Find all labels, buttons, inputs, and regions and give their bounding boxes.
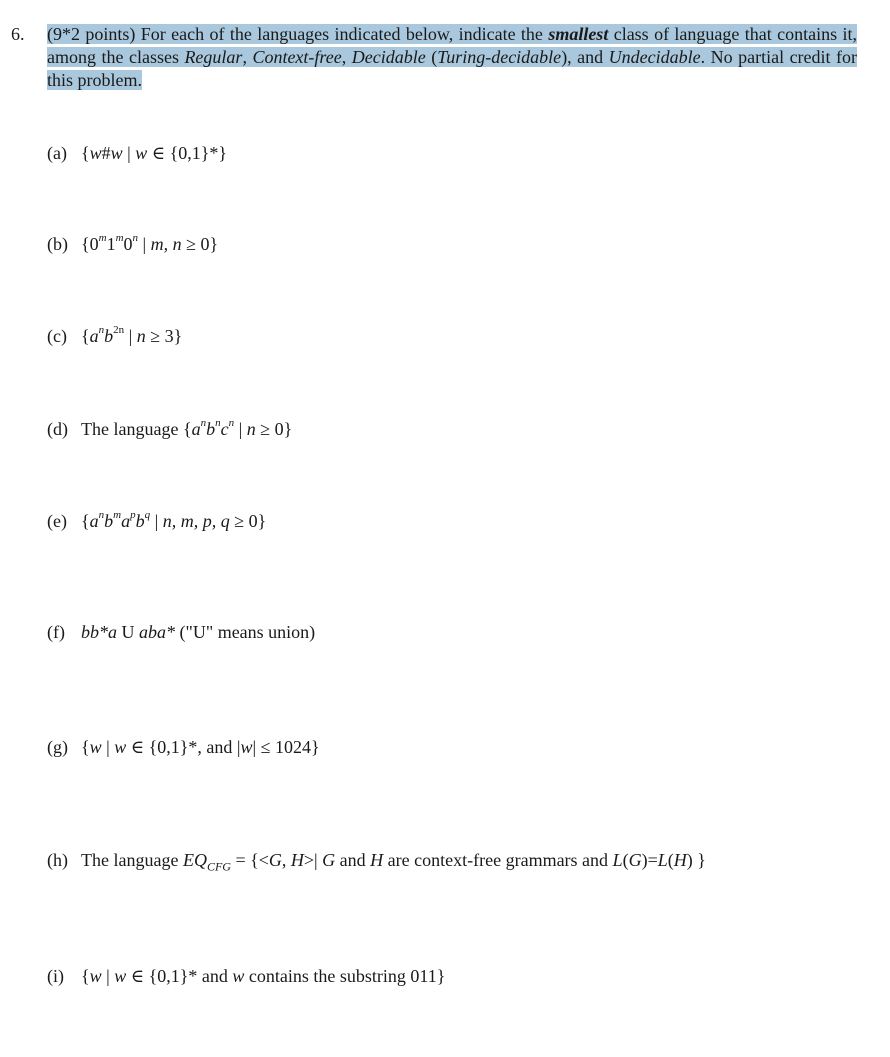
math: , (281, 850, 291, 870)
math-var: H (370, 850, 384, 870)
item-text: and (335, 850, 371, 870)
math: ∈ {0,1}*, and | (126, 737, 241, 757)
math-var: a (89, 326, 99, 346)
math: { (81, 966, 90, 986)
item-text: contains the substring 011} (244, 966, 446, 986)
item-a (47, 142, 227, 165)
math-var: H (290, 850, 304, 870)
item-h (47, 849, 706, 872)
math: { (182, 419, 192, 439)
math: ∈ {0,1}* and (126, 966, 233, 986)
math: | (122, 143, 136, 163)
math-exponent: n (98, 509, 105, 521)
math: {0 (81, 234, 99, 254)
item-text: The language (81, 850, 183, 870)
class-context-free: Context-free (252, 47, 342, 67)
math-var: w (135, 143, 148, 163)
math-var: w (89, 737, 102, 757)
math-var: w (114, 737, 127, 757)
math-var: w (89, 143, 102, 163)
math-exponent: q (144, 509, 151, 521)
math-var: c (220, 419, 229, 439)
item-label: (a) (47, 143, 67, 163)
math-exponent: 2n (113, 324, 125, 336)
math-var: w (240, 737, 253, 757)
math: ≥ 0} (255, 419, 293, 439)
math-exponent: m (98, 232, 107, 244)
math: ) } (686, 850, 706, 870)
math: 0 (123, 234, 133, 254)
regex-expression: aba* (139, 622, 175, 642)
math-var: w (110, 143, 123, 163)
math: >| (303, 850, 323, 870)
math-var: L (657, 850, 668, 870)
math: ≥ 0} (181, 234, 219, 254)
math: | (124, 326, 137, 346)
math-exponent: n (215, 417, 221, 429)
math: U (117, 622, 139, 642)
math-var: G (322, 850, 336, 870)
item-label: (g) (47, 737, 68, 757)
math-var: H (673, 850, 687, 870)
math-var: b (104, 511, 114, 531)
question-number: 6. (11, 24, 25, 44)
question-prompt (47, 23, 857, 92)
math-var: L (612, 850, 623, 870)
math-subscript: CFG (206, 859, 231, 874)
item-label: (h) (47, 850, 68, 870)
math: ∈ {0,1}*} (147, 143, 228, 163)
emphasis-smallest: smallest (548, 24, 609, 44)
points: (9*2 points) (47, 24, 136, 44)
math-var: b (135, 511, 145, 531)
separator: ), and (561, 47, 609, 67)
item-label: (c) (47, 326, 67, 346)
math-var: w (232, 966, 245, 986)
math-exponent: n (200, 417, 207, 429)
math: | (138, 234, 151, 254)
math-var: b (104, 326, 114, 346)
item-i (47, 965, 445, 988)
math: # (101, 143, 111, 163)
item-label: (f) (47, 622, 65, 642)
math-var: n (246, 419, 256, 439)
math-var: w (114, 966, 127, 986)
math: | (101, 737, 115, 757)
math-var: G (628, 850, 642, 870)
math: | (234, 419, 247, 439)
math: 1 (106, 234, 116, 254)
math-var: a (121, 511, 131, 531)
separator: , (341, 47, 352, 67)
math-var: m, n (150, 234, 182, 254)
math-var: b (206, 419, 216, 439)
class-decidable: Decidable (351, 47, 426, 67)
item-text: ("U" means union) (175, 622, 316, 642)
math: ≥ 0} (229, 511, 267, 531)
no-partial-credit-note: No partial credit for this problem. (47, 47, 858, 90)
prompt-text: For each of the languages indicated below, indicate the (135, 24, 549, 44)
math-exponent: n (228, 417, 235, 429)
math: = {< (230, 850, 269, 870)
math-var: w (89, 966, 102, 986)
regex-expression: bb*a (81, 622, 117, 642)
item-d (47, 418, 292, 441)
math-exponent: p (130, 509, 136, 521)
math: { (81, 511, 90, 531)
math: ( (622, 850, 629, 870)
class-turing-decidable: Turing-decidable (437, 47, 562, 67)
math: | (101, 966, 115, 986)
math: { (81, 143, 90, 163)
item-label: (i) (47, 966, 64, 986)
math-exponent: m (115, 232, 124, 244)
separator: . (700, 47, 706, 67)
math: ≥ 3} (145, 326, 183, 346)
math: { (81, 737, 90, 757)
math: { (81, 326, 90, 346)
math: | (150, 511, 163, 531)
math-var: G (268, 850, 282, 870)
item-e (47, 510, 266, 533)
item-label: (d) (47, 419, 68, 439)
class-undecidable: Undecidable (608, 47, 701, 67)
separator: , (242, 47, 253, 67)
class-regular: Regular (184, 47, 243, 67)
item-text: The language (81, 419, 183, 439)
math: | ≤ 1024} (252, 737, 320, 757)
item-b (47, 233, 218, 256)
math-exponent: n (132, 232, 139, 244)
math-var: n (136, 326, 146, 346)
math-var: n, m, p, q (162, 511, 230, 531)
math: ( (667, 850, 674, 870)
prompt-text: class of language that contains it, among the classes (47, 24, 858, 67)
math-exponent: m (113, 509, 122, 521)
highlighted-prompt (47, 24, 857, 90)
math-exponent: n (98, 324, 105, 336)
item-label: (b) (47, 234, 68, 254)
item-text: are context-free grammars and (383, 850, 613, 870)
item-f (47, 621, 315, 644)
math-var: a (191, 419, 201, 439)
math-var: EQ (182, 850, 207, 870)
item-c (47, 325, 182, 348)
math-var: a (89, 511, 99, 531)
math: )= (641, 850, 658, 870)
item-g (47, 736, 320, 759)
item-label: (e) (47, 511, 67, 531)
separator: ( (425, 47, 438, 67)
